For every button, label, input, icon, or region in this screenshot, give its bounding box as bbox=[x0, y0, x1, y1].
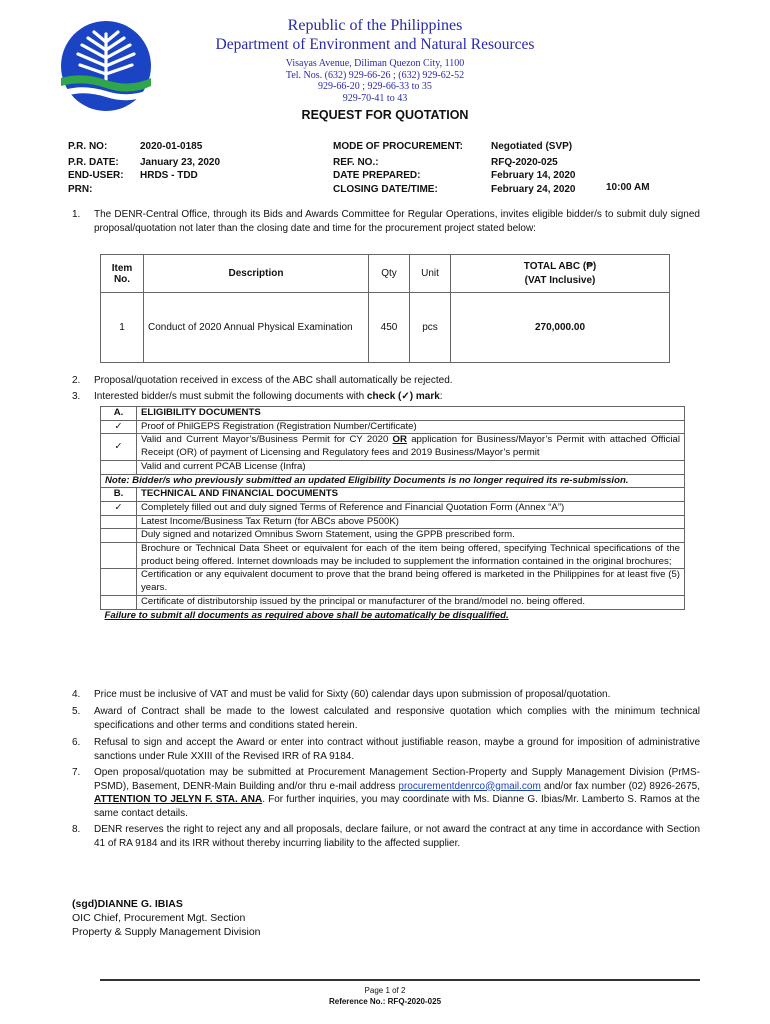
check-icon: ✓ bbox=[101, 501, 137, 515]
page-title: REQUEST FOR QUOTATION bbox=[301, 108, 469, 122]
doc-b-6: Certificate of distributorship issued by the principal or manufacturer of the brand/model no. being offered. bbox=[137, 595, 685, 609]
pr-no-value: 2020-01-0185 bbox=[140, 141, 203, 152]
section-a-letter: A. bbox=[101, 407, 137, 421]
mode-label: MODE OF PROCUREMENT: bbox=[333, 141, 463, 152]
header-address-2: Tel. Nos. (632) 929-66-26 ; (632) 929-62-52 bbox=[285, 69, 465, 81]
eligibility-note: Note: Bidder/s who previously submitted an updated Eligibility Documents is no longer required its re-submission. bbox=[101, 474, 685, 488]
signatory-name: (sgd)DIANNE G. IBIAS bbox=[72, 898, 183, 910]
para8-text: DENR reserves the right to reject any and all proposals, declare failure, or not award the contract at any time in accordance with Section 41 of RA 9184 and its IRR without thereby incurring liability to the affected supplier. bbox=[94, 824, 700, 849]
para7-part1: Open proposal/quotation may be submitted at Procurement Management Section-Property and Supply Management Division (PrMS-PSMD), Basement, DENR-Main Building and/or thru e-mail address bbox=[94, 767, 700, 792]
section-b-header bbox=[101, 488, 685, 502]
para3-text-main: Interested bidder/s must submit the following documents with bbox=[94, 391, 367, 402]
table-row bbox=[101, 293, 670, 363]
table-row bbox=[101, 501, 685, 515]
doc-b-1: Completely filled out and duly signed Terms of Reference and Financial Quotation Form (Annex “A”) bbox=[137, 501, 685, 515]
pr-date-label: P.R. DATE: bbox=[68, 156, 119, 168]
table-row bbox=[101, 569, 685, 595]
ref-no-label: REF. NO.: bbox=[333, 156, 379, 168]
doc-a-1: Proof of PhilGEPS Registration (Registration Number/Certificate) bbox=[137, 420, 685, 434]
para3-check-mark: check (✓) mark bbox=[366, 391, 440, 402]
col-qty: Qty bbox=[369, 255, 410, 293]
pr-date-value: January 23, 2020 bbox=[140, 156, 221, 168]
closing-date-value: February 24, 2020 bbox=[491, 183, 576, 195]
col-item-no: Item No. bbox=[101, 255, 144, 293]
end-user-label: END-USER: bbox=[68, 170, 124, 181]
doc-a-2-or: OR bbox=[392, 434, 407, 446]
date-prepared-label: DATE PREPARED: bbox=[333, 170, 421, 181]
signature-block bbox=[72, 897, 261, 939]
table-row bbox=[101, 595, 685, 609]
header-address-1: Visayas Avenue, Diliman Quezon City, 1100 bbox=[285, 58, 465, 69]
footer-page-number: Page 1 of 2 bbox=[364, 986, 406, 995]
doc-b-3: Duly signed and notarized Omnibus Sworn Statement, using the GPPB prescribed form. bbox=[137, 529, 685, 543]
row-total-abc: 270,000.00 bbox=[451, 293, 670, 363]
items-table-header bbox=[101, 255, 670, 293]
col-total-abc bbox=[451, 255, 670, 293]
table-row bbox=[101, 434, 685, 460]
end-user-value: HRDS - TDD bbox=[140, 170, 198, 181]
header-republic: Republic of the Philippines bbox=[287, 17, 463, 34]
check-icon: ✓ bbox=[101, 434, 137, 460]
para6-number: 6. bbox=[72, 737, 81, 748]
table-row bbox=[101, 543, 685, 569]
section-a-title: ELIGIBILITY DOCUMENTS bbox=[137, 407, 685, 421]
doc-a-2-part1: Valid and Current Mayor’s/Business Permit for CY 2020 bbox=[141, 434, 393, 446]
doc-b-4: Brochure or Technical Data Sheet or equivalent for each of the item being offered, specifying Technical specifications of the product being offered. Internet downloads may be included to supplement the information contained in the original brochures; bbox=[137, 543, 685, 569]
footer-divider bbox=[100, 979, 700, 981]
header-address-4: 929-70-41 to 43 bbox=[342, 92, 408, 104]
doc-a-2-part2: application for Business/Mayor’s Permit with attached Official Receipt (OR) of payment of Licensing and Regulatory fees and 2019 Business/Mayor’s permit bbox=[141, 434, 680, 459]
failure-row bbox=[101, 609, 685, 622]
para3-colon: : bbox=[439, 391, 443, 402]
para5-text: Award of Contract shall be made to the lowest calculated and responsive quotation which complies with the minimum technical specifications and other terms and conditions stated herein. bbox=[94, 706, 700, 731]
para2-text: Proposal/quotation received in excess of the ABC shall automatically be rejected. bbox=[94, 375, 453, 386]
para7-part3: . For further inquiries, you may coordinate with Ms. Dianne G. Ibias/Mr. Lamberto S. Ramos at the same contact details. bbox=[94, 794, 700, 819]
doc-b-2: Latest Income/Business Tax Return (for ABCs above P500K) bbox=[137, 515, 685, 529]
col-total-abc-line1: TOTAL ABC (₱) bbox=[523, 260, 597, 272]
table-row bbox=[101, 515, 685, 529]
attention-text: ATTENTION TO JELYN F. STA. ANA bbox=[94, 794, 263, 805]
col-unit: Unit bbox=[410, 255, 451, 293]
meta-right-labels bbox=[333, 140, 463, 196]
closing-label: CLOSING DATE/TIME: bbox=[333, 183, 438, 195]
para7-part2: and/or fax number (02) 8926-2675, bbox=[540, 780, 700, 792]
row-description: Conduct of 2020 Annual Physical Examination bbox=[144, 293, 369, 363]
para2-number: 2. bbox=[72, 375, 81, 386]
col-total-abc-line2: (VAT Inclusive) bbox=[524, 274, 596, 286]
ref-no-value: RFQ-2020-025 bbox=[491, 156, 558, 168]
section-a-header bbox=[101, 407, 685, 421]
closing-time-value: 10:00 AM bbox=[606, 182, 650, 193]
para8-number: 8. bbox=[72, 824, 81, 835]
documents-table bbox=[100, 406, 685, 622]
para3-number: 3. bbox=[72, 391, 81, 402]
meta-left-labels bbox=[68, 140, 124, 196]
para1-number: 1. bbox=[72, 209, 81, 220]
doc-a-3: Valid and current PCAB License (Infra) bbox=[137, 460, 685, 474]
pr-no-label: P.R. NO: bbox=[68, 141, 108, 152]
para6-text: Refusal to sign and accept the Award or enter into contract without justifiable reason, maybe a ground for imposition of administrative sanctions under Rule XXIII of the Revised IRR of RA 9184. bbox=[94, 737, 700, 762]
table-row bbox=[101, 529, 685, 543]
signatory-title-1: OIC Chief, Procurement Mgt. Section bbox=[72, 912, 246, 924]
table-row bbox=[101, 460, 685, 474]
failure-note: Failure to submit all documents as required above shall be automatically be disqualified. bbox=[104, 609, 509, 621]
row-unit: pcs bbox=[410, 293, 451, 363]
footer-reference: Reference No.: RFQ-2020-025 bbox=[328, 997, 442, 1006]
para7-text bbox=[94, 766, 700, 820]
items-table bbox=[100, 254, 670, 363]
row-qty: 450 bbox=[369, 293, 410, 363]
header-department: Department of Environment and Natural Resources bbox=[215, 36, 535, 53]
meta-right-values bbox=[491, 140, 576, 196]
check-icon: ✓ bbox=[101, 420, 137, 434]
para4-number: 4. bbox=[72, 689, 81, 700]
para5-number: 5. bbox=[72, 706, 81, 717]
date-prepared-value: February 14, 2020 bbox=[491, 170, 576, 181]
section-b-title: TECHNICAL AND FINANCIAL DOCUMENTS bbox=[137, 488, 685, 502]
meta-left-values bbox=[140, 140, 220, 183]
header-address-3: 929-66-20 ; 929-66-33 to 35 bbox=[318, 81, 432, 92]
signatory-title-2: Property & Supply Management Division bbox=[72, 926, 261, 938]
doc-a-2 bbox=[137, 434, 685, 460]
para1-text: The DENR-Central Office, through its Bids and Awards Committee for Regular Operations, invites eligible bidder/s to submit duly signed proposal/quotation not later than the closing date and time for the procurement project stated below: bbox=[94, 209, 700, 234]
table-row bbox=[101, 420, 685, 434]
doc-b-5: Certification or any equivalent document to prove that the brand being offered is marketed in the Philippines for at least five (5) years. bbox=[137, 569, 685, 595]
para3-text bbox=[94, 390, 700, 404]
email-link[interactable]: procurementdenrco@gmail.com bbox=[398, 780, 541, 792]
para4-text: Price must be inclusive of VAT and must be valid for Sixty (60) calendar days upon submission of proposal/quotation. bbox=[94, 689, 611, 700]
col-description: Description bbox=[144, 255, 369, 293]
note-row bbox=[101, 474, 685, 488]
row-item-no: 1 bbox=[101, 293, 144, 363]
section-b-letter: B. bbox=[101, 488, 137, 502]
denr-logo bbox=[58, 20, 154, 112]
mode-value: Negotiated (SVP) bbox=[491, 141, 573, 152]
para7-number: 7. bbox=[72, 767, 81, 778]
prn-label: PRN: bbox=[68, 183, 93, 195]
